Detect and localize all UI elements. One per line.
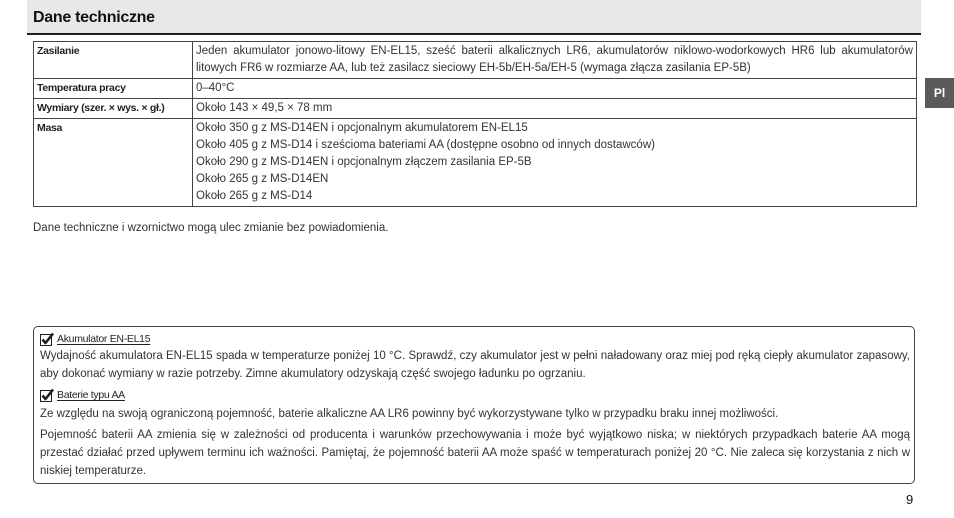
spec-label: Zasilanie	[34, 42, 193, 79]
note-paragraph: Pojemność baterii AA zmienia się w zależności od producenta i warunków przechowywania i może być wyjątkowo niska; w niektórych przypadkach baterie AA mogą przestać działać przed upływem terminu ich ważności. Pamiętaj, że pojemność baterii AA może spaść w temperaturach poniżej 20 °C. Nie zaleca się korzystania z nich w niskiej temperaturze.	[40, 429, 910, 477]
spec-value-line: Około 290 g z MS-D14EN i opcjonalnym złączem zasilania EP-5B	[196, 156, 532, 168]
note-heading	[40, 388, 125, 402]
spec-value	[193, 79, 917, 99]
spec-value-line: Około 265 g z MS-D14EN	[196, 173, 329, 185]
spec-value	[193, 42, 917, 79]
note-heading	[40, 332, 150, 346]
footnote: Dane techniczne i wzornictwo mogą ulec zmianie bez powiadomienia.	[33, 222, 389, 234]
spec-value-line: 0–40°C	[196, 82, 235, 94]
notes-box	[33, 326, 915, 484]
note-paragraph: Ze względu na swoją ograniczoną pojemność, baterie alkaliczne AA LR6 powinny być wykorzystywane tylko w przypadku braku innej możliwości.	[40, 408, 779, 420]
spec-label: Temperatura pracy	[34, 79, 193, 99]
note-paragraph: Wydajność akumulatora EN-EL15 spada w temperaturze poniżej 10 °C. Sprawdź, czy akumulator jest w pełni naładowany oraz miej pod ręką ciepły akumulator zapasowy, aby dokonać wymiany w razie potrzeby. Zimne akumulatory odzyskają część swojego ładunku po ogrzaniu.	[40, 350, 910, 380]
spec-value-line: Około 143 × 49,5 × 78 mm	[196, 102, 333, 114]
checkmark-icon	[40, 388, 54, 402]
page-title: Dane techniczne	[33, 9, 155, 26]
spec-label: Masa	[34, 119, 193, 207]
spec-value-line: Jeden akumulator jonowo-litowy EN-EL15, sześć baterii alkalicznych LR6, akumulatorów niklowo-wodorkowych HR6 lub akumulatorów litowych FR6 w rozmiarze AA, lub też zasilacz sieciowy EH-5b/EH-5a/EH-5 (wymaga złącza zasilania EP-5B)	[196, 45, 913, 74]
spec-value-line: Około 350 g z MS-D14EN i opcjonalnym akumulatorem EN-EL15	[196, 122, 528, 134]
table-row	[34, 119, 917, 207]
spec-label: Wymiary (szer. × wys. × gł.)	[34, 99, 193, 119]
note-heading-text: Baterie typu AA	[57, 389, 125, 401]
spec-value	[193, 99, 917, 119]
spec-value-line: Około 265 g z MS-D14	[196, 190, 313, 202]
table-row	[34, 42, 917, 79]
table-row	[34, 79, 917, 99]
header-divider	[27, 33, 921, 35]
page-number: 9	[906, 492, 914, 507]
specs-table	[33, 41, 917, 207]
spec-value	[193, 119, 917, 207]
header-bar	[27, 0, 921, 33]
checkmark-icon	[40, 332, 54, 346]
note-heading-text: Akumulator EN-EL15	[57, 333, 151, 345]
table-row	[34, 99, 917, 119]
spec-value-line: Około 405 g z MS-D14 i sześcioma bateriami AA (dostępne osobno od innych dostawców)	[196, 139, 655, 151]
language-tab: Pl	[925, 78, 954, 108]
